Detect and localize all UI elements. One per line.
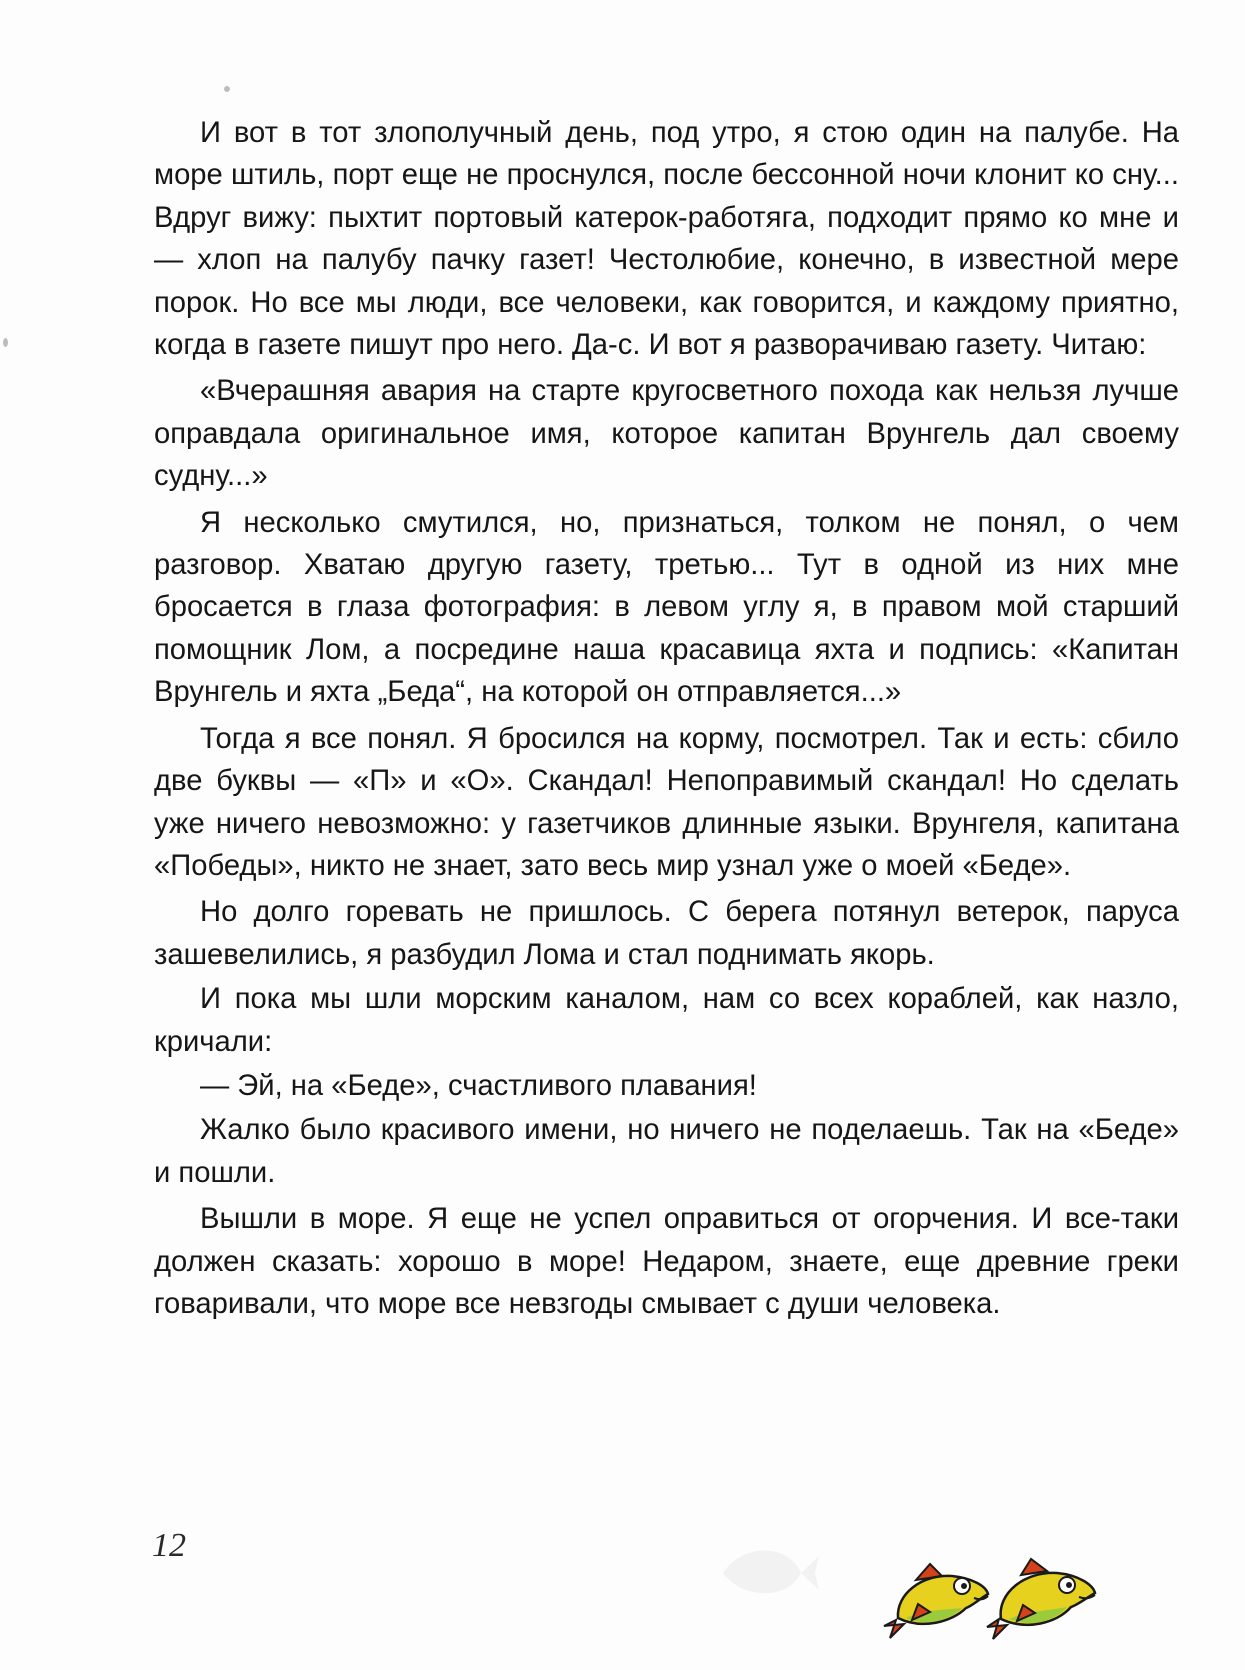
fish-icon — [985, 1557, 1097, 1641]
paragraph: И вот в тот злополучный день, под утро, я стою один на палубе. На море штиль, порт еще не проснулся, после бессонной ночи клонит ко сну... Вдруг вижу: пыхтит портовый катерок-работяга, подходит прямо ко мне и — хлоп на палубу пачку газет! Честолюбие, конечно, в известной мере порок. Но все мы люди, все человеки, как говорится, и каждому приятно, когда в газете пишут про него. Да-с. И вот я разворачиваю газету. Читаю: — [154, 117, 1179, 362]
paper-speck — [224, 86, 230, 92]
page-number: 12 — [152, 1527, 186, 1564]
faint-fish-icon — [713, 1538, 821, 1608]
paragraph: Вышли в море. Я еще не успел оправиться от огорчения. И все-таки должен сказать: хорошо в море! Недаром, знаете, еще древние греки говаривали, что море все невзгоды смывает с души человека. — [154, 1203, 1179, 1320]
body-text — [154, 112, 1179, 1325]
paragraph: Но долго горевать не пришлось. С берега потянул ветерок, паруса зашевелились, я разбудил Лома и стал поднимать якорь. — [154, 896, 1179, 971]
paragraph: Я несколько смутился, но, признаться, толком не понял, о чем разговор. Хватаю другую газету, третью... Тут в одной из них мне бросается в глаза фотография: в левом углу я, в правом мой старший помощник Лом, а посредине наша красавица яхта и подпись: «Капитан Врунгель и яхта „Беда“, на которой он отправляется...» — [154, 506, 1179, 709]
fish-icon — [882, 1560, 992, 1640]
paragraph: «Вчерашняя авария на старте кругосветного похода как нельзя лучше оправдала оригинальное имя, которое капитан Врунгель дал своему судну...» — [154, 375, 1179, 493]
paper-speck — [3, 338, 8, 347]
paragraph: Тогда я все понял. Я бросился на корму, посмотрел. Так и есть: сбило две буквы — «П» и «О». Скандал! Непоправимый скандал! Но сделать уже ничего невозможно: у газетчиков длинные языки. Врунгеля, капитана «Победы», никто не знает, зато весь мир узнал уже о моей «Беде». — [154, 722, 1179, 882]
paragraph: И пока мы шли морским каналом, нам со всех кораблей, как назло, кричали: — [154, 983, 1179, 1058]
paragraph: — Эй, на «Беде», счастливого плавания! — [200, 1069, 757, 1102]
paragraph: Жалко было красивого имени, но ничего не поделаешь. Так на «Беде» и пошли. — [154, 1114, 1179, 1189]
